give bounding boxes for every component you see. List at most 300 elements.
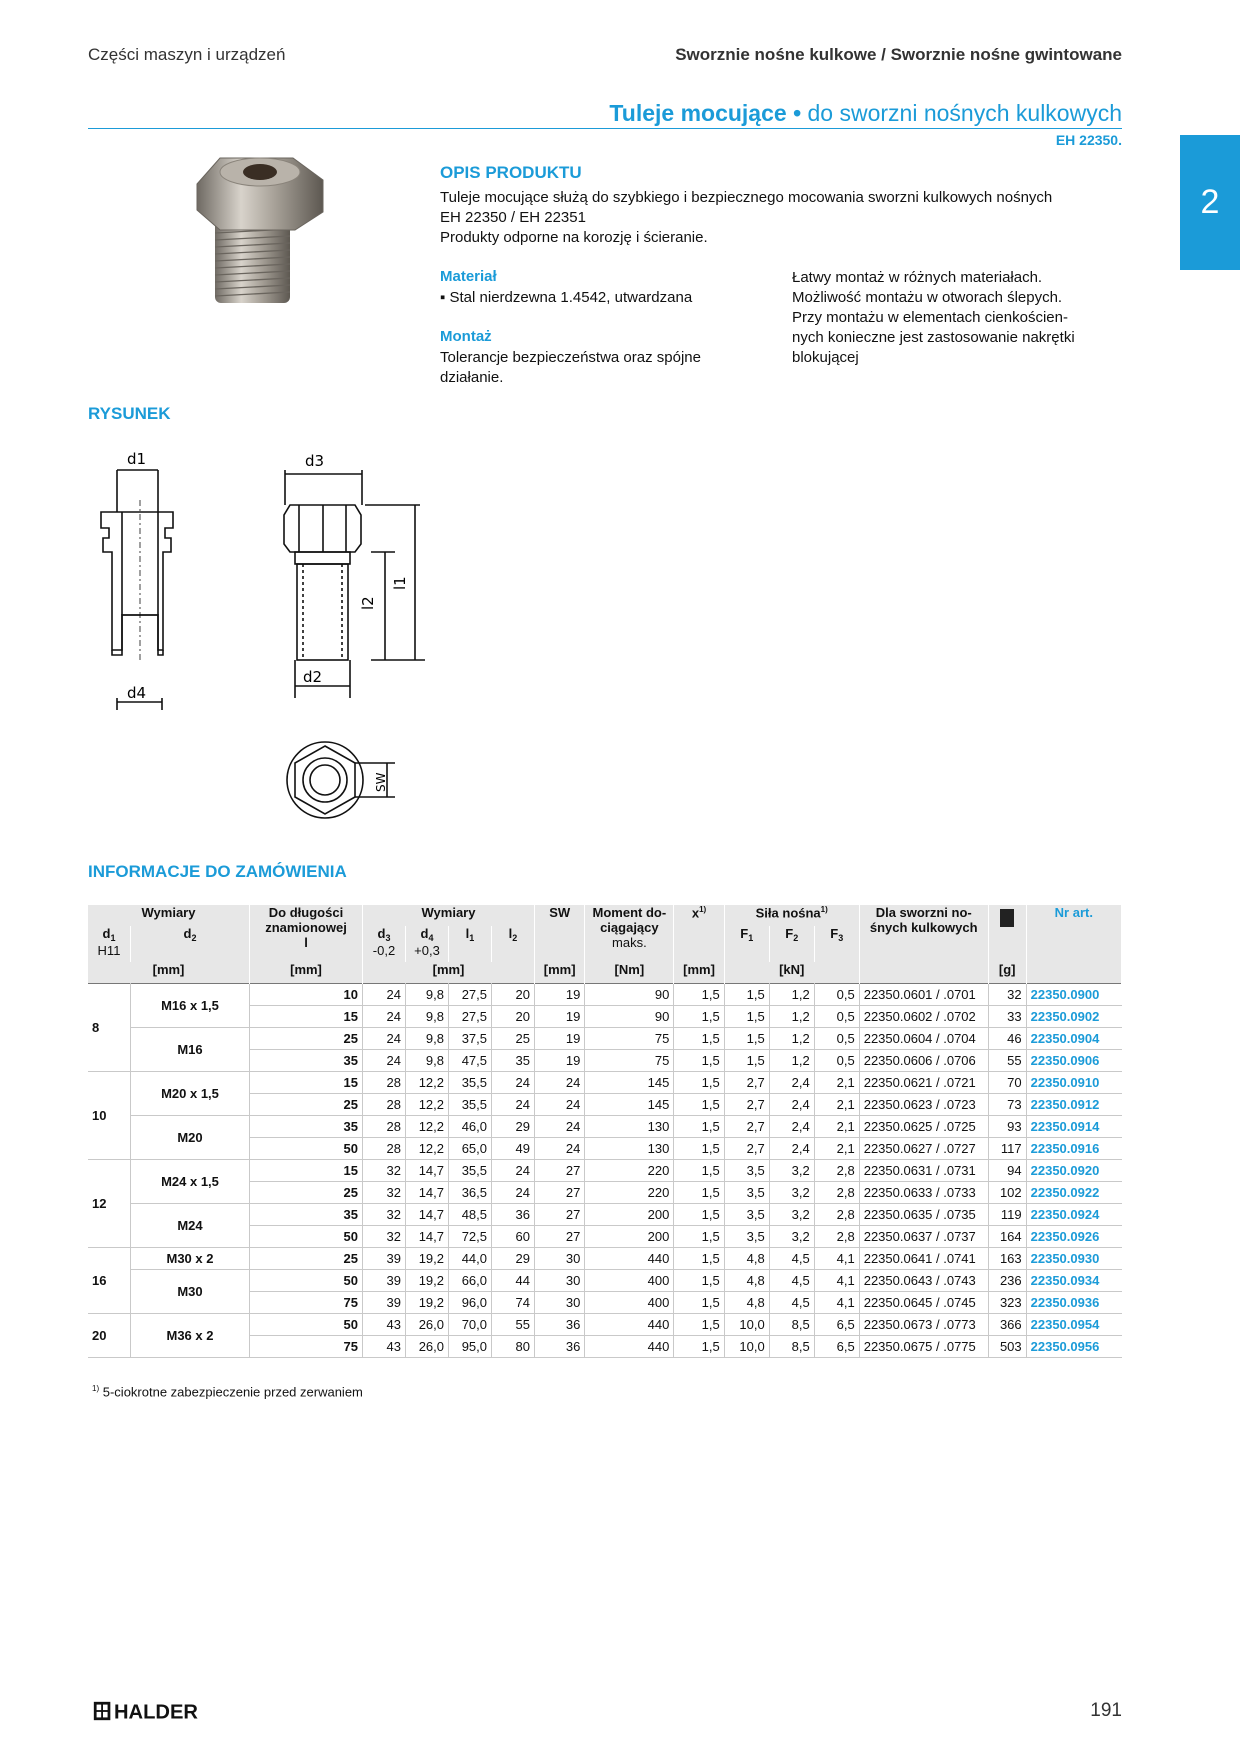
table-cell: 24 [492, 1094, 535, 1116]
table-cell: 47,5 [449, 1050, 492, 1072]
table-cell: 3,2 [769, 1226, 814, 1248]
table-cell: 2,4 [769, 1116, 814, 1138]
cell-article-number: 22350.0902 [1026, 1006, 1121, 1028]
col-d3 [363, 926, 406, 962]
product-photo [195, 150, 330, 310]
table-row [88, 1314, 1122, 1336]
table-cell: 29 [492, 1116, 535, 1138]
table-cell: 4,8 [724, 1248, 769, 1270]
col-nominal-length [250, 905, 363, 962]
col-wymiary-2: Wymiary [363, 905, 535, 926]
label-l2: l2 [359, 596, 377, 610]
table-cell: 1,5 [674, 1116, 724, 1138]
cell-ball-pin-ref: 22350.0645 / .0745 [859, 1292, 988, 1314]
table-cell: 503 [988, 1336, 1026, 1358]
cell-nominal-length: 35 [250, 1204, 363, 1226]
col-d3-symbol: d [377, 926, 386, 941]
table-cell: 24 [492, 1182, 535, 1204]
table-cell: 72,5 [449, 1226, 492, 1248]
table-cell: 19,2 [406, 1270, 449, 1292]
table-cell: 0,5 [814, 984, 859, 1006]
cell-ball-pin-ref: 22350.0627 / .0727 [859, 1138, 988, 1160]
table-cell: 24 [363, 984, 406, 1006]
table-cell: 14,7 [406, 1226, 449, 1248]
table-cell: 9,8 [406, 1050, 449, 1072]
table-cell: 1,5 [674, 1204, 724, 1226]
assembly-note-line: Możliwość montażu w otworach ślepych. [792, 289, 1063, 306]
table-cell: 36 [535, 1314, 585, 1336]
table-cell: 2,7 [724, 1138, 769, 1160]
table-cell: 1,5 [674, 1160, 724, 1182]
col-d1-symbol: d [102, 926, 111, 941]
cell-ball-pin-ref: 22350.0606 / .0706 [859, 1050, 988, 1072]
col-nominal-length-label: Do długości znamionowej [265, 905, 347, 935]
table-cell: 19,2 [406, 1292, 449, 1314]
material-text: Stal nierdzewna 1.4542, utwardzana [449, 289, 693, 306]
table-cell: 400 [585, 1270, 674, 1292]
table-cell: 35,5 [449, 1160, 492, 1182]
cell-article-number: 22350.0900 [1026, 984, 1121, 1006]
table-cell: 65,0 [449, 1138, 492, 1160]
cell-d2: M24 [131, 1204, 250, 1248]
table-cell: 55 [492, 1314, 535, 1336]
col-wymiary-1: Wymiary [88, 905, 250, 926]
col-f3-symbol: F [830, 926, 839, 941]
cell-nominal-length: 75 [250, 1336, 363, 1358]
weight-icon [1000, 909, 1014, 927]
table-cell: 60 [492, 1226, 535, 1248]
table-cell: 27 [535, 1226, 585, 1248]
col-l2 [492, 926, 535, 962]
table-cell: 130 [585, 1116, 674, 1138]
col-moment-label: Moment do-ciągający [592, 905, 667, 935]
table-cell: 36 [492, 1204, 535, 1226]
table-cell: 12,2 [406, 1072, 449, 1094]
col-d4 [406, 926, 449, 962]
table-cell: 200 [585, 1226, 674, 1248]
table-cell: 2,8 [814, 1204, 859, 1226]
cell-ball-pin-ref: 22350.0601 / .0701 [859, 984, 988, 1006]
table-cell: 9,8 [406, 1028, 449, 1050]
table-cell: 3,2 [769, 1182, 814, 1204]
table-cell: 117 [988, 1138, 1026, 1160]
section-heading-zamowienie: INFORMACJE DO ZAMÓWIENIA [88, 862, 347, 881]
col-d1-sub: 1 [110, 933, 116, 943]
cell-nominal-length: 50 [250, 1138, 363, 1160]
footnote-marker: 1) [92, 1384, 100, 1393]
table-cell: 2,4 [769, 1094, 814, 1116]
cell-ball-pin-ref: 22350.0625 / .0725 [859, 1116, 988, 1138]
col-sw: SW [535, 905, 585, 962]
table-cell: 1,5 [674, 1072, 724, 1094]
cell-nominal-length: 50 [250, 1270, 363, 1292]
col-d2 [131, 926, 250, 962]
section-heading-opis: OPIS PRODUKTU [440, 163, 582, 182]
table-row [88, 1072, 1122, 1094]
table-cell: 24 [535, 1072, 585, 1094]
page-title [609, 100, 1122, 127]
table-cell: 44 [492, 1270, 535, 1292]
table-cell: 28 [363, 1094, 406, 1116]
table-cell: 440 [585, 1336, 674, 1358]
description-line: Tuleje mocujące służą do szybkiego i bezpiecznego mocowania sworzni kulkowych nośnych [440, 189, 1053, 206]
label-d3: d3 [305, 452, 325, 470]
footnote [92, 1384, 363, 1399]
table-cell: 2,8 [814, 1182, 859, 1204]
table-cell: 4,1 [814, 1270, 859, 1292]
table-cell: 130 [585, 1138, 674, 1160]
col-f1 [724, 926, 769, 962]
cell-d2: M24 x 1,5 [131, 1160, 250, 1204]
table-cell: 2,1 [814, 1094, 859, 1116]
table-row [88, 1116, 1122, 1138]
table-cell: 32 [363, 1182, 406, 1204]
col-weight [988, 905, 1026, 962]
table-cell: 27 [535, 1160, 585, 1182]
cell-d2: M30 x 2 [131, 1248, 250, 1270]
table-cell: 12,2 [406, 1094, 449, 1116]
cell-d1: 20 [88, 1314, 131, 1358]
table-cell: 0,5 [814, 1028, 859, 1050]
cell-d2: M36 x 2 [131, 1314, 250, 1358]
table-cell: 366 [988, 1314, 1026, 1336]
table-cell: 1,5 [724, 1050, 769, 1072]
table-cell: 75 [585, 1050, 674, 1072]
table-cell: 26,0 [406, 1314, 449, 1336]
cell-nominal-length: 50 [250, 1314, 363, 1336]
table-cell: 440 [585, 1314, 674, 1336]
cell-article-number: 22350.0916 [1026, 1138, 1121, 1160]
col-l1-sub: 1 [469, 933, 475, 943]
cell-nominal-length: 50 [250, 1226, 363, 1248]
col-d4-symbol: d [420, 926, 429, 941]
table-cell: 49 [492, 1138, 535, 1160]
table-cell: 1,5 [674, 984, 724, 1006]
col-d3-tolerance: -0,2 [372, 943, 396, 958]
table-cell: 24 [535, 1138, 585, 1160]
table-cell: 8,5 [769, 1314, 814, 1336]
col-x-sup: 1) [699, 905, 707, 914]
cell-nominal-length: 15 [250, 1006, 363, 1028]
table-cell: 2,8 [814, 1226, 859, 1248]
table-cell: 27,5 [449, 1006, 492, 1028]
col-f2-symbol: F [785, 926, 794, 941]
unit-empty [859, 962, 988, 984]
cell-ball-pin-ref: 22350.0602 / .0702 [859, 1006, 988, 1028]
table-cell: 90 [585, 1006, 674, 1028]
col-sila-label: Siła nośna [755, 905, 821, 921]
table-cell: 4,8 [724, 1292, 769, 1314]
table-cell: 96,0 [449, 1292, 492, 1314]
table-cell: 1,5 [674, 1270, 724, 1292]
table-cell: 25 [492, 1028, 535, 1050]
table-cell: 1,2 [769, 1028, 814, 1050]
table-cell: 74 [492, 1292, 535, 1314]
table-cell: 9,8 [406, 984, 449, 1006]
unit-mm: [mm] [363, 962, 535, 984]
table-cell: 66,0 [449, 1270, 492, 1292]
title-rule [88, 128, 1122, 129]
material-item [440, 288, 692, 308]
assembly-note-line: Przy montażu w elementach cienkościen- [792, 309, 1068, 326]
table-cell: 1,5 [674, 1028, 724, 1050]
cell-article-number: 22350.0920 [1026, 1160, 1121, 1182]
table-cell: 24 [535, 1116, 585, 1138]
col-f1-sub: 1 [748, 933, 754, 943]
col-l1 [449, 926, 492, 962]
table-cell: 6,5 [814, 1336, 859, 1358]
col-d2-symbol: d [183, 926, 192, 941]
table-cell: 1,5 [674, 1050, 724, 1072]
table-cell: 93 [988, 1116, 1026, 1138]
cell-ball-pin-ref: 22350.0621 / .0721 [859, 1072, 988, 1094]
table-cell: 95,0 [449, 1336, 492, 1358]
table-cell: 3,2 [769, 1204, 814, 1226]
table-cell: 1,5 [724, 984, 769, 1006]
table-cell: 4,5 [769, 1292, 814, 1314]
cell-ball-pin-ref: 22350.0637 / .0737 [859, 1226, 988, 1248]
table-cell: 24 [363, 1006, 406, 1028]
order-table-body [88, 984, 1122, 1358]
description-line: EH 22350 / EH 22351 [440, 209, 586, 226]
col-d3-sub: 3 [385, 933, 391, 943]
col-x [674, 905, 724, 962]
table-cell: 1,5 [674, 1138, 724, 1160]
table-cell: 1,5 [724, 1028, 769, 1050]
table-cell: 19 [535, 1050, 585, 1072]
col-f3 [814, 926, 859, 962]
table-cell: 14,7 [406, 1160, 449, 1182]
page-number: 191 [1090, 1700, 1122, 1721]
cell-article-number: 22350.0954 [1026, 1314, 1121, 1336]
description-line: Produkty odporne na korozję i ścieranie. [440, 229, 708, 246]
table-cell: 10,0 [724, 1314, 769, 1336]
col-sila-sup: 1) [820, 905, 828, 914]
table-cell: 6,5 [814, 1314, 859, 1336]
table-cell: 33 [988, 1006, 1026, 1028]
table-cell: 4,5 [769, 1270, 814, 1292]
unit-mm: [mm] [250, 962, 363, 984]
col-f2-sub: 2 [793, 933, 799, 943]
table-cell: 39 [363, 1248, 406, 1270]
table-cell: 19 [535, 1006, 585, 1028]
col-sila [724, 905, 859, 926]
col-l1-symbol: l [465, 926, 470, 941]
table-cell: 12,2 [406, 1138, 449, 1160]
cell-nominal-length: 35 [250, 1116, 363, 1138]
table-row [88, 1248, 1122, 1270]
table-cell: 27,5 [449, 984, 492, 1006]
table-cell: 323 [988, 1292, 1026, 1314]
product-code: EH 22350. [1055, 132, 1122, 148]
cell-ball-pin-ref: 22350.0635 / .0735 [859, 1204, 988, 1226]
label-d1: d1 [127, 450, 147, 468]
table-cell: 32 [988, 984, 1026, 1006]
table-cell: 30 [535, 1270, 585, 1292]
cell-ball-pin-ref: 22350.0604 / .0704 [859, 1028, 988, 1050]
brand-name: HALDER [114, 1701, 198, 1722]
table-cell: 10,0 [724, 1336, 769, 1358]
table-cell: 3,5 [724, 1204, 769, 1226]
montaz-heading: Montaż [440, 328, 492, 345]
table-cell: 24 [492, 1072, 535, 1094]
cell-ball-pin-ref: 22350.0641 / .0741 [859, 1248, 988, 1270]
table-cell: 2,7 [724, 1072, 769, 1094]
table-cell: 28 [363, 1138, 406, 1160]
col-d2-sub: 2 [191, 933, 197, 943]
cell-article-number: 22350.0926 [1026, 1226, 1121, 1248]
table-cell: 400 [585, 1292, 674, 1314]
table-cell: 8,5 [769, 1336, 814, 1358]
chapter-tab[interactable]: 2 [1180, 135, 1240, 270]
table-cell: 75 [585, 1028, 674, 1050]
unit-empty [1026, 962, 1121, 984]
table-cell: 1,5 [674, 1314, 724, 1336]
cell-article-number: 22350.0912 [1026, 1094, 1121, 1116]
cell-nominal-length: 25 [250, 1182, 363, 1204]
table-cell: 220 [585, 1160, 674, 1182]
table-cell: 46,0 [449, 1116, 492, 1138]
table-cell: 14,7 [406, 1182, 449, 1204]
table-cell: 164 [988, 1226, 1026, 1248]
table-cell: 200 [585, 1204, 674, 1226]
cell-article-number: 22350.0906 [1026, 1050, 1121, 1072]
cell-d2: M30 [131, 1270, 250, 1314]
unit-mm: [mm] [674, 962, 724, 984]
table-cell: 1,2 [769, 1050, 814, 1072]
table-cell: 32 [363, 1160, 406, 1182]
col-f2 [769, 926, 814, 962]
table-cell: 1,5 [674, 1336, 724, 1358]
table-cell: 1,5 [674, 1094, 724, 1116]
table-cell: 102 [988, 1182, 1026, 1204]
col-d4-sub: 4 [428, 933, 434, 943]
col-f3-sub: 3 [838, 933, 844, 943]
table-cell: 19,2 [406, 1248, 449, 1270]
cell-nominal-length: 75 [250, 1292, 363, 1314]
cell-d1: 16 [88, 1248, 131, 1314]
table-cell: 2,1 [814, 1116, 859, 1138]
cell-article-number: 22350.0914 [1026, 1116, 1121, 1138]
table-cell: 4,1 [814, 1248, 859, 1270]
table-cell: 43 [363, 1336, 406, 1358]
cell-d1: 12 [88, 1160, 131, 1248]
order-table [88, 905, 1122, 1358]
table-cell: 27 [535, 1204, 585, 1226]
unit-mm: [mm] [535, 962, 585, 984]
col-moment [585, 905, 674, 962]
table-cell: 1,5 [674, 1006, 724, 1028]
technical-drawing [85, 440, 455, 840]
table-cell: 24 [535, 1094, 585, 1116]
cell-nominal-length: 25 [250, 1094, 363, 1116]
unit-g: [g] [988, 962, 1026, 984]
unit-kn: [kN] [724, 962, 859, 984]
cell-nominal-length: 35 [250, 1050, 363, 1072]
table-cell: 80 [492, 1336, 535, 1358]
col-d4-tolerance: +0,3 [414, 943, 440, 958]
footnote-text: 5-ciokrotne zabezpieczenie przed zerwaniem [102, 1384, 363, 1400]
cell-article-number: 22350.0936 [1026, 1292, 1121, 1314]
cell-nominal-length: 25 [250, 1028, 363, 1050]
table-cell: 440 [585, 1248, 674, 1270]
table-cell: 4,8 [724, 1270, 769, 1292]
cell-d2: M16 x 1,5 [131, 984, 250, 1028]
label-sw: SW [374, 772, 388, 792]
table-cell: 28 [363, 1116, 406, 1138]
table-cell: 2,4 [769, 1138, 814, 1160]
cell-d2: M20 x 1,5 [131, 1072, 250, 1116]
table-cell: 2,7 [724, 1116, 769, 1138]
col-l2-symbol: l [508, 926, 513, 941]
table-cell: 4,5 [769, 1248, 814, 1270]
col-nominal-length-symbol: l [304, 935, 308, 950]
col-moment-maks: maks. [612, 935, 647, 950]
unit-nm: [Nm] [585, 962, 674, 984]
table-row [88, 1028, 1122, 1050]
bullet-icon: ▪ [440, 289, 450, 306]
cell-d2: M16 [131, 1028, 250, 1072]
table-cell: 30 [535, 1248, 585, 1270]
cell-article-number: 22350.0910 [1026, 1072, 1121, 1094]
table-cell: 19 [535, 1028, 585, 1050]
table-cell: 70 [988, 1072, 1026, 1094]
table-cell: 24 [363, 1050, 406, 1072]
table-row [88, 1270, 1122, 1292]
table-cell: 37,5 [449, 1028, 492, 1050]
table-cell: 24 [492, 1160, 535, 1182]
table-cell: 2,1 [814, 1072, 859, 1094]
cell-ball-pin-ref: 22350.0643 / .0743 [859, 1270, 988, 1292]
table-cell: 24 [363, 1028, 406, 1050]
table-cell: 9,8 [406, 1006, 449, 1028]
table-cell: 145 [585, 1072, 674, 1094]
cell-d1: 8 [88, 984, 131, 1072]
label-d2: d2 [303, 668, 323, 686]
table-cell: 1,2 [769, 1006, 814, 1028]
table-cell: 39 [363, 1292, 406, 1314]
unit-mm: [mm] [88, 962, 250, 984]
cell-nominal-length: 15 [250, 1160, 363, 1182]
assembly-notes [792, 268, 1117, 368]
table-cell: 2,7 [724, 1094, 769, 1116]
assembly-note-line: Łatwy montaż w różnych materiałach. [792, 269, 1043, 286]
cell-ball-pin-ref: 22350.0623 / .0723 [859, 1094, 988, 1116]
table-cell: 26,0 [406, 1336, 449, 1358]
table-cell: 2,4 [769, 1072, 814, 1094]
table-cell: 145 [585, 1094, 674, 1116]
table-cell: 35,5 [449, 1094, 492, 1116]
table-cell: 1,5 [724, 1006, 769, 1028]
section-heading-rysunek: RYSUNEK [88, 404, 171, 423]
table-cell: 48,5 [449, 1204, 492, 1226]
col-d1-tolerance: H11 [97, 943, 121, 958]
table-cell: 119 [988, 1204, 1026, 1226]
table-cell: 1,5 [674, 1248, 724, 1270]
table-cell: 4,1 [814, 1292, 859, 1314]
table-cell: 3,2 [769, 1160, 814, 1182]
table-cell: 3,5 [724, 1182, 769, 1204]
col-d1 [88, 926, 131, 962]
table-cell: 20 [492, 984, 535, 1006]
cell-nominal-length: 15 [250, 1072, 363, 1094]
table-cell: 12,2 [406, 1116, 449, 1138]
cell-article-number: 22350.0930 [1026, 1248, 1121, 1270]
label-l1: l1 [391, 576, 409, 590]
table-cell: 1,5 [674, 1292, 724, 1314]
cell-nominal-length: 10 [250, 984, 363, 1006]
col-dla-sworzni: Dla sworzni no-śnych kulkowych [859, 905, 988, 962]
